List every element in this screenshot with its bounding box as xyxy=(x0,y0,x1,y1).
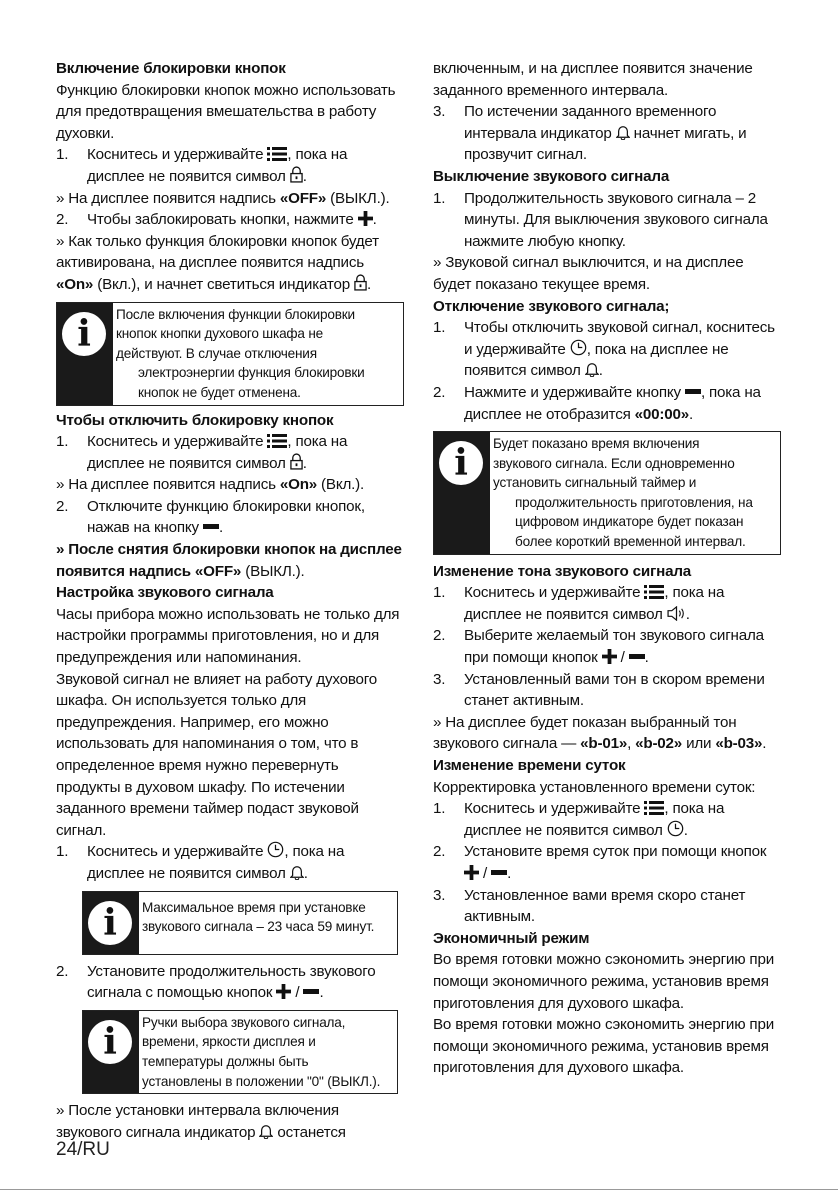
info-note: i Будет показано время включения звукового сигнала. Если одновременно установить сигнальный таймер и продолжительность приготовления, на цифровом индикаторе будет показан более короткий временной интервал. xyxy=(433,431,781,555)
plus-icon xyxy=(464,865,479,880)
list-item: 2. Выберите желаемый тон звукового сигнала при помощи кнопок / . xyxy=(433,627,764,667)
info-note: i Ручки выбора звукового сигнала, времени, яркости дисплея и температуры должны быть установлены в положении "0" (ВЫКЛ.). xyxy=(82,1010,398,1094)
result-line: » На дисплее появится надпись «OFF» (ВЫКЛ.). xyxy=(56,189,390,207)
plus-icon xyxy=(276,984,291,999)
speaker-icon xyxy=(667,606,686,621)
heading-enable-lock: Включение блокировки кнопок xyxy=(56,60,286,77)
info-icon: i xyxy=(83,892,139,954)
list-item: 1. Коснитесь и удерживайте , пока на дисплее не появится символ . xyxy=(56,843,345,882)
list-item: 1. Продолжительность звукового сигнала – 2 минуты. Для выключения звукового сигнала нажмите любую кнопку. xyxy=(433,189,768,250)
list-item: 3. Установленный вами тон в скором времени станет активным. xyxy=(433,670,765,710)
paragraph: Функцию блокировки кнопок можно использовать для предотвращения вмешательства в работу духовки. xyxy=(56,81,396,142)
minus-icon xyxy=(203,524,219,530)
list-item: 2. Установите время суток при помощи кнопок / . xyxy=(433,843,767,882)
list-item: 1. Коснитесь и удерживайте , пока на дисплее не появится символ . xyxy=(56,146,348,185)
clock-icon xyxy=(667,820,684,837)
bell-icon xyxy=(585,361,599,377)
lock-icon xyxy=(290,453,303,470)
list-item: 3. По истечении заданного временного интервала индикатор начнет мигать, и прозвучит сигнал. xyxy=(433,103,747,164)
list-item: 1. Коснитесь и удерживайте , пока на дисплее не появится символ . xyxy=(433,800,725,839)
heading-eco-mode: Экономичный режим xyxy=(433,929,590,947)
heading-alarm-off: Выключение звукового сигнала xyxy=(433,167,670,185)
paragraph: включенным, и на дисплее появится значение заданного временного интервала. xyxy=(433,60,753,99)
heading-disable-lock: Чтобы отключить блокировку кнопок xyxy=(56,411,334,429)
info-icon: i xyxy=(434,432,490,554)
menu-icon xyxy=(267,147,287,161)
paragraph: Звуковой сигнал не влияет на работу духового шкафа. Он используется только для предупреждения. Например, его можно использовать для напоминания о том, что в определенное время нужно перевернуть продукты в духовом шкафу. По истечении заданного времени таймер подаст звуковой сигнал. xyxy=(56,670,378,839)
list-item: 3. Установленное вами время скоро станет активным. xyxy=(433,886,746,926)
list-item: 1. Коснитесь и удерживайте , пока на дисплее не появится символ . xyxy=(56,433,348,472)
paragraph: Во время готовки можно сэкономить энергию при помощи экономичного режима, установив время приготовления для духового шкафа. xyxy=(433,1016,774,1077)
list-item: 2. Чтобы заблокировать кнопки, нажмите . xyxy=(56,211,377,229)
plus-icon xyxy=(358,211,373,226)
minus-icon xyxy=(629,654,645,660)
result-line: » После установки интервала включения звукового сигнала индикатор останется xyxy=(56,1102,346,1141)
bell-icon xyxy=(259,1123,273,1139)
plus-icon xyxy=(602,649,617,664)
result-line: » На дисплее появится надпись «On» (Вкл.). xyxy=(56,476,365,494)
result-line: » Звуковой сигнал выключится, и на дисплее будет показано текущее время. xyxy=(433,254,744,293)
heading-alarm-tone: Изменение тона звукового сигнала xyxy=(433,562,692,580)
lock-icon xyxy=(290,166,303,183)
list-item: 1. Чтобы отключить звуковой сигнал, коснитесь и удерживайте , пока на дисплее не появится символ . xyxy=(433,319,775,380)
menu-icon xyxy=(644,801,664,815)
right-column xyxy=(433,58,783,1079)
list-item: 2. Отключите функцию блокировки кнопок, нажав на кнопку . xyxy=(56,497,365,537)
heading-alarm-disable: Отключение звукового сигнала; xyxy=(433,297,670,315)
list-item: 2. Нажмите и удерживайте кнопку , пока на дисплее не отобразится «00:00». xyxy=(433,383,761,423)
clock-icon xyxy=(570,339,587,356)
info-note: i Максимальное время при установке звукового сигнала – 23 часа 59 минут. xyxy=(82,891,398,955)
lock-icon xyxy=(354,274,367,291)
result-line: » На дисплее будет показан выбранный тон звукового сигнала — «b-01», «b-02» или «b-03». xyxy=(433,713,767,753)
result-line: » После снятия блокировки кнопок на дисплее появится надпись «OFF» (ВЫКЛ.). xyxy=(56,541,402,580)
list-item: 2. Установите продолжительность звукового сигнала с помощью кнопок / . xyxy=(56,962,376,1002)
left-column xyxy=(56,58,404,1143)
result-line: » Как только функция блокировки кнопок будет активирована, на дисплее появится надпись «On» (Вкл.), и начнет светиться индикатор . xyxy=(56,232,379,293)
bell-icon xyxy=(290,864,304,880)
minus-icon xyxy=(303,989,319,995)
paragraph: Во время готовки можно сэкономить энергию при помощи экономичного режима, установив время приготовления для духового шкафа. xyxy=(433,951,774,1012)
list-item: 1. Коснитесь и удерживайте , пока на дисплее не появится символ . xyxy=(433,584,725,623)
bell-icon xyxy=(616,124,630,140)
heading-time-of-day: Изменение времени суток xyxy=(433,757,626,774)
paragraph: Часы прибора можно использовать не только для настройки программы приготовления, но и для предупреждения или напоминания. xyxy=(56,605,400,667)
menu-icon xyxy=(644,585,664,599)
info-icon: i xyxy=(83,1011,139,1093)
clock-icon xyxy=(267,841,284,858)
bottom-rule xyxy=(0,1189,838,1190)
minus-icon xyxy=(491,870,507,876)
heading-alarm-setup: Настройка звукового сигнала xyxy=(56,584,274,602)
info-icon: i xyxy=(57,303,113,405)
minus-icon xyxy=(685,389,701,395)
page-number: 24/RU xyxy=(56,1139,110,1160)
paragraph: Корректировка установленного времени суток: xyxy=(433,778,756,796)
menu-icon xyxy=(267,434,287,448)
info-note: i После включения функции блокировки кнопок кнопки духового шкафа не действуют. В случае отключения электроэнергии функция блокировки кнопок не будет отменена. xyxy=(56,302,404,406)
